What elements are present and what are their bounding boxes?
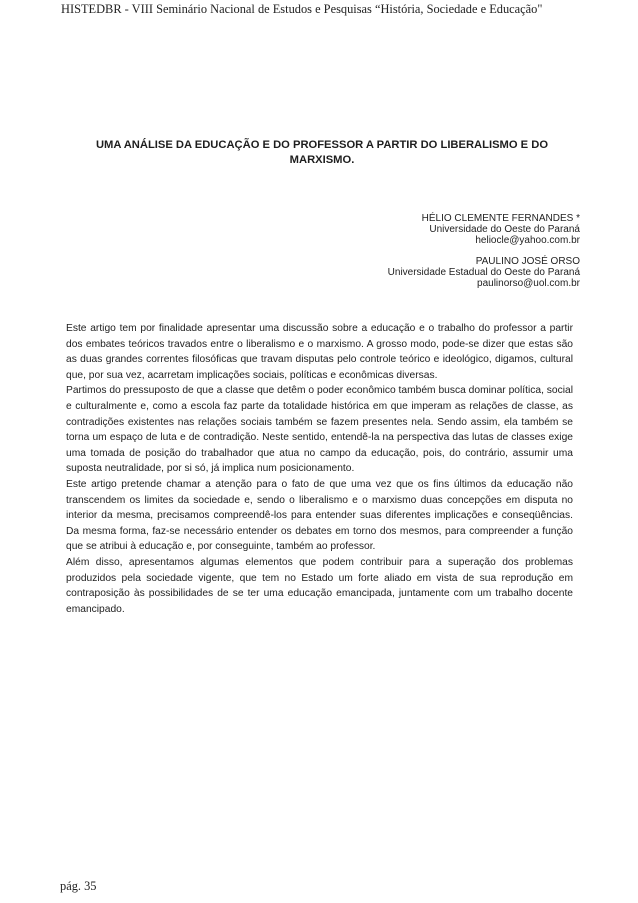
- author-email[interactable]: heliocle@yahoo.com.br: [475, 235, 580, 246]
- abstract-paragraph: Partimos do pressuposto de que a classe que detêm o poder econômico também busca dominar política, social e culturalmente e, como a escola faz parte da totalidade histórica em que imperam as relações de classe, as contradições existentes nas relações sociais também se fazem presentes nela. Sendo assim, ela também se torna um espaço de luta e de contradição. Neste sentido, entendê-la na perspectiva das lutas de classes exige uma tomada de posição do trabalhador que atua no campo da educação, pois, do contrário, assumir uma suposta neutralidade, por si só, já implica num posicionamento.: [66, 385, 573, 475]
- author-email[interactable]: paulinorso@uol.com.br: [477, 278, 580, 289]
- page-number: pág. 35: [60, 879, 97, 893]
- author-entry: [260, 256, 580, 289]
- author-institution: Universidade do Oeste do Paraná: [429, 224, 580, 235]
- article-title: UMA ANÁLISE DA EDUCAÇÃO E DO PROFESSOR A PARTIR DO LIBERALISMO E DO MARXISMO.: [95, 139, 549, 166]
- author-name: PAULINO JOSÉ ORSO: [475, 256, 580, 267]
- author-institution: Universidade Estadual do Oeste do Paraná: [387, 267, 580, 278]
- author-entry: [260, 213, 580, 246]
- abstract-paragraph: Este artigo tem por finalidade apresentar uma discussão sobre a educação e o trabalho do professor a partir dos embates teóricos travados entre o liberalismo e o marxismo. A grosso modo, pode-se dizer que estas são as duas grandes correntes filosóficas que travam disputas pelo controle teórico e ideológico, digamos, cultural que, por sua vez, acarretam implicações sociais, políticas e econômicas diversas.: [66, 323, 573, 381]
- author-block: [260, 213, 580, 299]
- running-header: HISTEDBR - VIII Seminário Nacional de Estudos e Pesquisas “História, Sociedade e Educação": [61, 2, 543, 16]
- abstract-paragraph: Além disso, apresentamos algumas elementos que podem contribuir para a superação dos problemas produzidos pela sociedade vigente, que tem no Estado um forte aliado em vista de sua reprodução em contraposição às possibilidades de se ter uma educação emancipada, juntamente com um trabalho docente emancipado.: [66, 556, 573, 615]
- author-name: HÉLIO CLEMENTE FERNANDES *: [421, 213, 580, 224]
- abstract-paragraph: Este artigo pretende chamar a atenção para o fato de que uma vez que os fins últimos da educação não transcendem os limites da sociedade e, sendo o liberalismo e o marxismo duas concepções em disputa no interior da mesma, precisamos compreendê-los para entender suas diferentes implicações e conseqüências. Da mesma forma, faz-se necessário entender os debates em torno dos mesmos, para compreender a função que se atribui à educação e, por conseguinte, também ao professor.: [66, 478, 573, 553]
- abstract: [66, 321, 573, 617]
